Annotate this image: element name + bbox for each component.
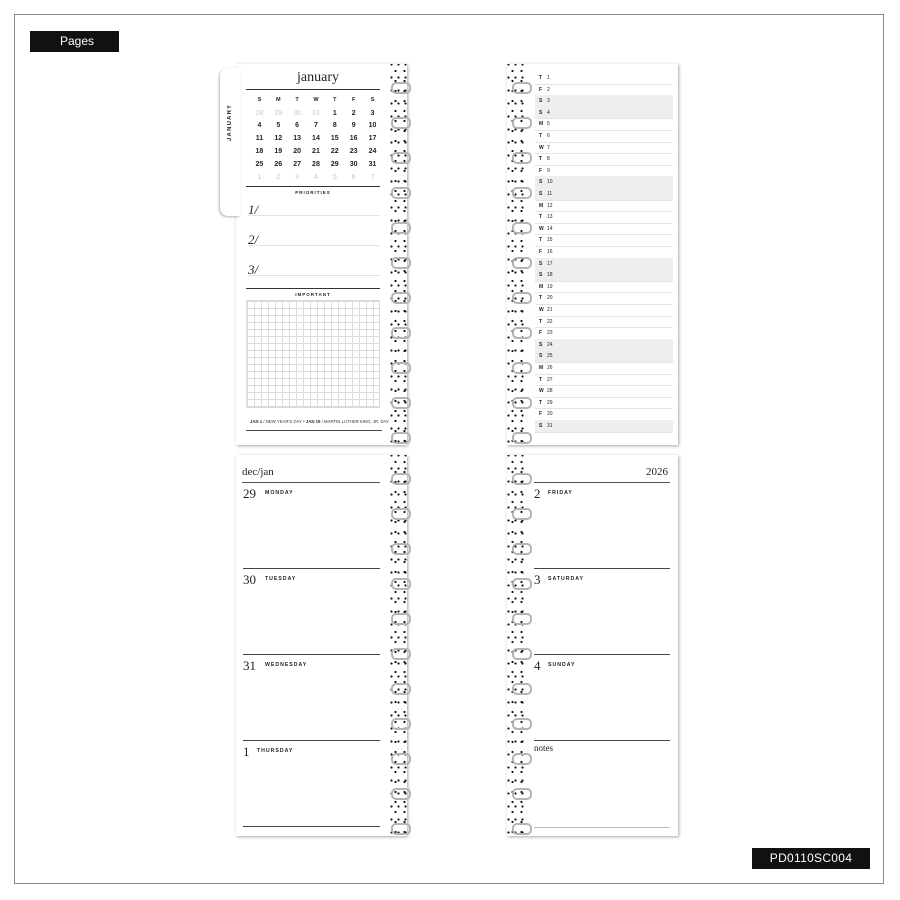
day-letter: F	[539, 330, 543, 337]
day-list-page	[507, 64, 678, 445]
day-number: 4	[547, 109, 550, 116]
day-letter: S	[539, 179, 543, 186]
calendar-day[interactable]: 8	[332, 122, 337, 130]
day-number: 20	[547, 411, 553, 418]
day-number: 3	[547, 98, 550, 105]
calendar-day[interactable]: 11	[255, 135, 264, 143]
day-letter: F	[539, 249, 543, 255]
weekday-header: F	[351, 97, 356, 104]
day-letter: T	[539, 133, 543, 139]
day-letter: W	[539, 307, 544, 313]
day-letter: W	[539, 388, 544, 395]
priority-line-3[interactable]	[248, 261, 380, 276]
calendar-day[interactable]: 28	[255, 109, 264, 117]
day-number: 14	[547, 225, 553, 232]
day-number: 26	[547, 365, 553, 371]
calendar-day[interactable]: 23	[349, 148, 358, 156]
holiday-date: JAN 19	[305, 419, 321, 424]
day-number: 20	[547, 295, 553, 302]
day-number: 21	[547, 307, 553, 313]
day-letter: M	[539, 283, 544, 290]
weekday-header: S	[370, 97, 375, 104]
day-number: 17	[547, 260, 553, 267]
day-number: 10	[547, 179, 553, 186]
calendar-day[interactable]: 17	[368, 135, 377, 143]
day-name: TUESDAY	[265, 576, 297, 582]
weekday-header: T	[295, 97, 299, 104]
day-letter: S	[539, 423, 543, 429]
calendar-day[interactable]: 9	[351, 122, 356, 130]
calendar-day[interactable]: 6	[351, 173, 356, 181]
year-header: 2026	[646, 466, 668, 478]
day-number: 5	[547, 121, 550, 128]
day-block[interactable]	[534, 483, 670, 569]
calendar-day[interactable]: 30	[293, 109, 301, 117]
day-number: 30	[243, 572, 256, 587]
day-block[interactable]	[534, 569, 670, 655]
day-number: 22	[547, 318, 553, 325]
pages-label: Pages	[30, 31, 119, 52]
day-number: 12	[547, 202, 553, 209]
week-left-page	[236, 455, 407, 836]
calendar-day[interactable]: 2	[276, 173, 281, 181]
day-number: 24	[547, 341, 553, 348]
calendar-day[interactable]: 14	[312, 135, 320, 143]
holiday-date: JAN 1	[250, 419, 263, 424]
day-name: MONDAY	[265, 490, 294, 496]
calendar-day[interactable]: 22	[330, 148, 339, 156]
month-page	[227, 64, 407, 445]
priority-number-1: 1/	[248, 202, 259, 217]
day-number: 7	[547, 144, 550, 151]
day-name: WEDNESDAY	[265, 662, 308, 668]
calendar-day[interactable]: 3	[370, 109, 375, 117]
day-number: 18	[547, 272, 553, 279]
day-letter: W	[539, 225, 544, 232]
day-number: 1	[547, 75, 550, 81]
day-number: 4	[534, 658, 541, 673]
calendar-day[interactable]: 7	[370, 173, 375, 181]
calendar-day[interactable]: 6	[295, 122, 300, 130]
calendar-day[interactable]: 7	[314, 122, 318, 130]
day-letter: F	[539, 411, 543, 418]
dot-pattern-strip	[507, 455, 524, 836]
day-letter: T	[539, 376, 543, 383]
dot-pattern-strip	[507, 64, 524, 445]
day-letter: W	[539, 144, 544, 151]
day-number: 1	[243, 744, 250, 759]
day-letter: T	[539, 295, 543, 302]
calendar-day[interactable]: 19	[274, 148, 283, 156]
week-right-page	[507, 455, 678, 836]
day-letter: T	[539, 214, 543, 221]
day-block[interactable]	[243, 655, 380, 741]
calendar-day[interactable]: 18	[255, 148, 264, 156]
day-number: 31	[547, 423, 553, 429]
day-number: 25	[547, 353, 553, 360]
important-grid[interactable]	[246, 300, 380, 408]
priority-number-3: 3/	[248, 262, 259, 277]
holiday-list	[250, 419, 390, 424]
priorities-heading: PRIORITIES	[246, 186, 380, 195]
day-number: 8	[547, 156, 550, 163]
day-number: 2	[534, 486, 541, 501]
important-heading: IMPORTANT	[246, 288, 380, 297]
calendar-day[interactable]: 12	[274, 135, 283, 143]
day-number: 3	[534, 572, 541, 587]
day-letter: S	[539, 341, 543, 348]
calendar-day[interactable]: 2	[351, 109, 356, 117]
day-letter: S	[539, 272, 543, 279]
day-number: 23	[547, 330, 553, 337]
weekday-header: T	[333, 97, 337, 104]
day-block[interactable]	[243, 483, 380, 569]
calendar-day[interactable]: 21	[312, 148, 320, 156]
day-number: 11	[547, 191, 553, 197]
calendar-day[interactable]: 31	[368, 160, 377, 168]
day-number: 27	[547, 376, 553, 383]
day-row[interactable]	[535, 420, 673, 433]
holiday-name: / MARTIN LUTHER KING, JR. DAY	[320, 419, 390, 424]
calendar-day[interactable]: 25	[255, 160, 264, 168]
priority-number-2: 2/	[248, 232, 259, 247]
day-number: 2	[547, 86, 550, 93]
calendar-day[interactable]: 29	[330, 160, 339, 168]
day-letter: F	[539, 167, 543, 174]
month-title: january	[297, 70, 339, 85]
bottom-rule	[246, 430, 382, 431]
day-number: 16	[547, 249, 553, 255]
notes-label: notes	[534, 743, 553, 753]
calendar-day[interactable]: 5	[276, 122, 281, 130]
priority-line-1[interactable]	[248, 201, 380, 216]
day-letter: M	[539, 365, 544, 371]
day-letter: S	[539, 260, 543, 267]
calendar-day[interactable]: 26	[274, 160, 283, 168]
calendar-day[interactable]: 3	[295, 173, 300, 181]
day-block[interactable]	[243, 741, 380, 827]
day-letter: M	[539, 202, 544, 209]
day-letter: T	[539, 156, 543, 163]
day-number: 15	[547, 237, 553, 244]
day-number: 31	[243, 658, 256, 673]
calendar-day[interactable]: 13	[293, 135, 301, 143]
day-name: SUNDAY	[548, 662, 576, 668]
day-name: FRIDAY	[548, 490, 573, 496]
calendar-day[interactable]: 24	[368, 148, 377, 156]
day-letter: S	[539, 109, 543, 116]
calendar-day[interactable]: 30	[349, 160, 358, 168]
sku-label: PD0110SC004	[752, 848, 870, 869]
day-number: 29	[547, 399, 553, 406]
day-number: 29	[243, 486, 256, 501]
day-number: 19	[547, 283, 553, 290]
day-name: THURSDAY	[257, 748, 294, 754]
dot-pattern-strip	[390, 64, 407, 445]
weekday-header: S	[257, 97, 262, 104]
day-letter: T	[539, 399, 543, 406]
month-tab-label: JANUARY	[227, 103, 233, 141]
day-block[interactable]	[534, 655, 670, 741]
holiday-name: / NEW YEAR'S DAY	[262, 419, 302, 424]
day-letter: M	[539, 121, 544, 128]
calendar-day[interactable]: 20	[293, 148, 301, 156]
priority-line-2[interactable]	[248, 231, 380, 246]
week-header: dec/jan	[242, 466, 274, 478]
calendar-day[interactable]: 27	[293, 160, 301, 168]
calendar-day[interactable]: 4	[257, 122, 262, 130]
image-frame	[14, 14, 884, 884]
calendar-day[interactable]: 31	[312, 109, 320, 117]
month-tab[interactable]	[220, 68, 240, 216]
day-number: 13	[547, 214, 553, 221]
day-letter: S	[539, 98, 543, 105]
calendar-day[interactable]: 15	[330, 135, 339, 143]
calendar-day[interactable]: 1	[332, 109, 337, 117]
calendar-day[interactable]: 5	[332, 173, 337, 181]
calendar-day[interactable]: 28	[312, 160, 320, 168]
calendar-day[interactable]: 10	[368, 122, 377, 130]
day-letter: T	[539, 237, 543, 244]
calendar-day[interactable]: 16	[349, 135, 358, 143]
calendar-day[interactable]: 1	[257, 173, 262, 181]
dot-pattern-strip	[390, 455, 407, 836]
title-rule	[246, 89, 380, 90]
day-letter: S	[539, 353, 543, 360]
calendar-day[interactable]: 4	[314, 173, 318, 181]
day-letter: S	[539, 191, 543, 197]
day-letter: T	[539, 75, 543, 81]
day-number: 9	[547, 167, 550, 174]
holiday-separator: •	[303, 419, 305, 424]
weekday-header: W	[313, 97, 319, 104]
calendar-day[interactable]: 29	[274, 109, 283, 117]
mini-calendar	[250, 94, 382, 184]
day-block[interactable]	[243, 569, 380, 655]
notes-area[interactable]	[534, 740, 670, 828]
day-name: SATURDAY	[548, 576, 584, 582]
day-letter: T	[539, 318, 543, 325]
day-number: 6	[547, 133, 550, 139]
weekday-header: M	[275, 97, 281, 104]
day-number: 28	[547, 388, 553, 395]
day-letter: F	[539, 86, 543, 93]
